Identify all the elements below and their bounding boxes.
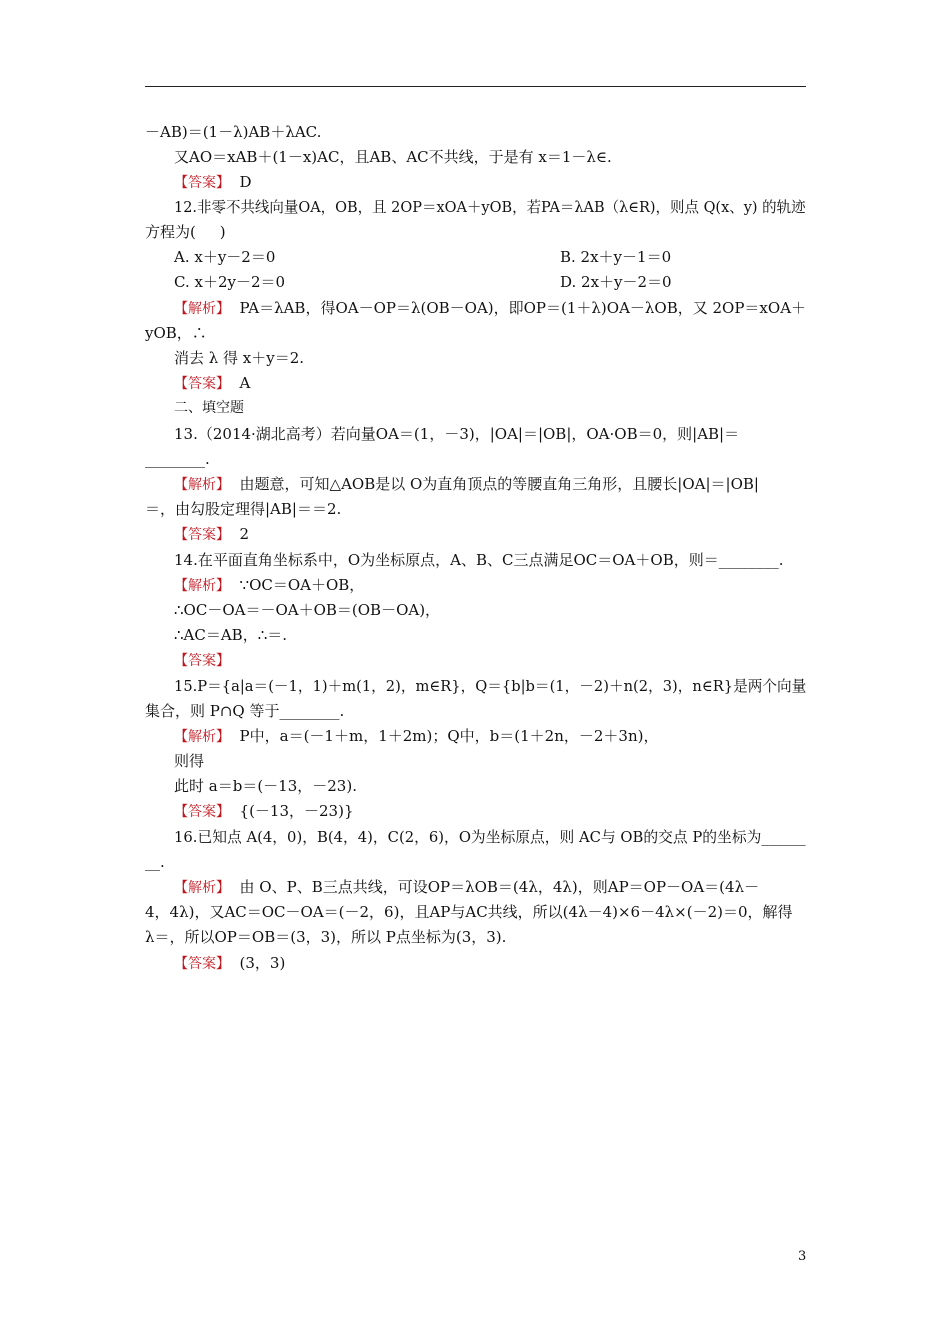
option-c: C. x＋2y－2＝0 [174,273,286,291]
text-line: 又AO＝xAB＋(1－x)AC，且AB、AC不共线，于是有 x＝1－λ∈. [174,148,612,166]
text-line: ∴AC＝AB，∴＝. [174,626,288,644]
text-line: 则得 [174,752,205,770]
text-line: yOB，∴ [145,324,207,342]
answer-tag: 【答案】 [174,175,230,191]
answer-line [174,650,230,671]
answer-tag: 【答案】 [174,804,230,820]
header-rule [145,86,806,87]
text-line: 集合，则 P∩Q 等于________. [145,702,345,720]
answer-tag: 【答案】 [174,376,230,392]
text-line: 此时 a＝b＝(－13，－23). [174,777,357,795]
text-line: －AB)＝(1－λ)AB＋λAC. [145,123,322,141]
question-line: 14.在平面直角坐标系中，O为坐标原点，A、B、C三点满足OC＝OA＋OB，则＝________. [174,551,784,569]
answer-tag: 【答案】 [174,956,230,972]
text-line: __. [145,853,165,871]
analysis-tag: 【解析】 [174,301,230,317]
question-line: 16.已知点 A(4，0)，B(4，4)，C(2，6)，O为坐标原点，则 AC与 OB的交点 P的坐标为______ [174,828,806,846]
text-line: 消去 λ 得 x＋y＝2. [174,349,305,367]
analysis-tag: 【解析】 [174,477,230,493]
section-heading: 二、填空题 [174,400,244,416]
text-line: ∴OC－OA＝－OA＋OB＝(OB－OA)， [174,601,441,619]
answer-line: 【答案】 {(－13，－23)} [174,802,354,820]
analysis-tag: 【解析】 [174,729,230,745]
answer-tag: 【答案】 [174,653,230,669]
analysis-line: 【解析】 PA＝λAB，得OA－OP＝λ(OB－OA)，即OP＝(1＋λ)OA－λOB，又 2OP＝xOA＋ [174,299,807,317]
answer-line: 【答案】 (3，3) [174,954,286,972]
text-line: ＝，由勾股定理得|AB|＝＝2. [145,500,342,518]
text-line: ________. [145,450,210,468]
option-d: D. 2x＋y－2＝0 [560,273,672,291]
text-line: 4，4λ)，又AC＝OC－OA＝(－2，6)，且AP与AC共线，所以(4λ－4)×6－4λ×(－2)＝0，解得 [145,903,793,921]
question-line: 12.非零不共线向量OA，OB，且 2OP＝xOA＋yOB，若PA＝λAB（λ∈R)，则点 Q(x、y) 的轨迹 [174,198,806,216]
option-a: A. x＋y－2＝0 [174,248,276,266]
analysis-line: 【解析】 由 O、P、B三点共线，可设OP＝λOB＝(4λ，4λ)，则AP＝OP－OA＝(4λ－ [174,878,760,896]
answer-line: 【答案】 A [174,374,251,392]
analysis-line: 【解析】 由题意，可知△AOB是以 O为直角顶点的等腰直角三角形，且腰长|OA|＝|OB| [174,475,759,493]
analysis-tag: 【解析】 [174,578,230,594]
option-b: B. 2x＋y－1＝0 [560,248,672,266]
question-line: 15.P＝{a|a＝(－1，1)＋m(1，2)，m∈R}，Q＝{b|b＝(1，－2)＋n(2，3)，n∈R}是两个向量 [174,677,807,695]
answer-tag: 【答案】 [174,527,230,543]
answer-line: 【答案】 2 [174,525,250,543]
analysis-line: 【解析】 ∵OC＝OA＋OB， [174,576,365,594]
text-line: 方程为( ) [145,223,226,241]
analysis-tag: 【解析】 [174,880,230,896]
question-line: 13.（2014·湖北高考）若向量OA＝(1，－3)，|OA|＝|OB|，OA·OB＝0，则|AB|＝ [174,425,740,443]
page-number: 3 [798,1249,807,1264]
analysis-line: 【解析】 P中，a＝(－1＋m，1＋2m)；Q中，b＝(1＋2n，－2＋3n)， [174,727,659,745]
text-line: λ＝，所以OP＝OB＝(3，3)，所以 P点坐标为(3，3). [145,928,507,946]
answer-line: 【答案】 D [174,173,252,191]
